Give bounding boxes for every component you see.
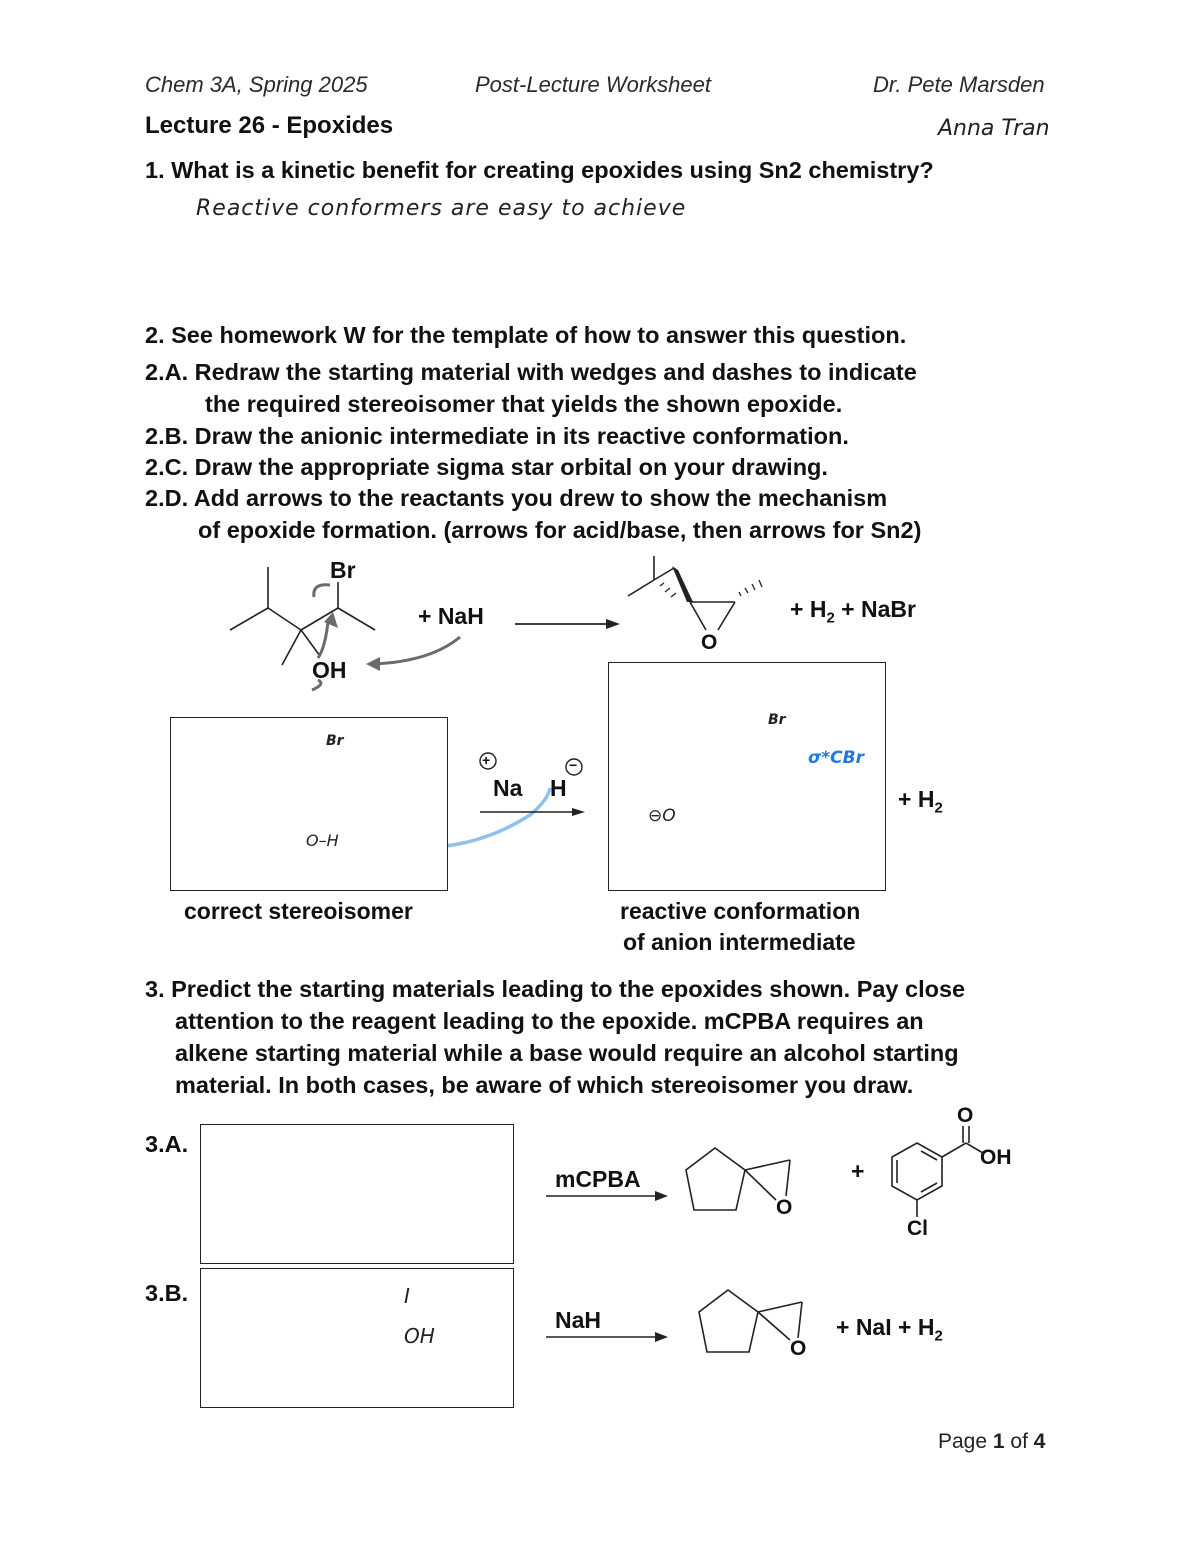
q3a-reagent: mCPBA	[555, 1166, 641, 1192]
question-2a-line2: the required stereoisomer that yields the shown epoxide.	[205, 391, 843, 417]
q3a-plus: +	[851, 1158, 865, 1184]
sigma-star-label: σ*CBr	[808, 748, 864, 768]
student-name: Anna Tran	[938, 116, 1050, 141]
question-3-line1: 3. Predict the starting materials leading to the epoxides shown. Pay close	[145, 976, 966, 1002]
epoxide-dashes	[660, 580, 762, 597]
epoxide-oxygen: O	[701, 631, 718, 654]
q3a-epoxide-o: O	[776, 1196, 793, 1219]
left-box-oh: O–H	[306, 831, 339, 850]
reactant-oh-label: OH	[312, 657, 347, 683]
reagent-nah: + NaH	[418, 603, 484, 629]
question-2d-line2: of epoxide formation. (arrows for acid/base, then arrows for Sn2)	[198, 517, 922, 543]
product-epoxide	[628, 556, 735, 630]
right-box-anion: ⊖O	[648, 806, 676, 826]
mcba-carbonyl-o: O	[957, 1104, 974, 1127]
q3a-answer-box[interactable]	[200, 1124, 514, 1264]
course-header: Chem 3A, Spring 2025	[145, 72, 368, 97]
na-plus-charge: +	[482, 752, 491, 768]
q3b-answer-i: I	[404, 1284, 410, 1308]
question-2a-line1: 2.A. Redraw the starting material with wedges and dashes to indicate	[145, 359, 917, 385]
q3b-epoxide-o: O	[790, 1337, 807, 1360]
q3b-reagent: NaH	[555, 1307, 602, 1333]
h-minus-charge: −	[569, 757, 578, 773]
q3b-byproducts: + NaI + $H_2$	[836, 1314, 943, 1345]
right-box-label-2: of anion intermediate	[623, 929, 856, 955]
question-3b-label: 3.B.	[145, 1280, 189, 1306]
question-3-line4: material. In both cases, be aware of which stereoisomer you draw.	[175, 1072, 914, 1098]
question-3-line2: attention to the reagent leading to the epoxide. mCPBA requires an	[175, 1008, 924, 1034]
q3b-answer-oh: OH	[404, 1324, 435, 1348]
reagent-h: H	[550, 775, 567, 801]
reagent-na: Na	[493, 775, 523, 801]
question-2b: 2.B. Draw the anionic intermediate in its reactive conformation.	[145, 423, 849, 449]
page-footer: Page 1 of 4	[938, 1430, 1046, 1453]
reactant-br-label: Br	[330, 557, 356, 583]
q3b-answer-box[interactable]	[200, 1268, 514, 1408]
h2-byproduct: + $H_2$	[898, 786, 943, 817]
left-box-label: correct stereoisomer	[184, 898, 413, 924]
byproducts: + $H_2$ + NaBr	[790, 596, 916, 627]
worksheet-header: Post-Lecture Worksheet	[475, 72, 711, 97]
question-2: 2. See homework W for the template of how to answer this question.	[145, 322, 907, 348]
left-box-br: Br	[326, 733, 344, 749]
right-box-br: Br	[768, 712, 786, 728]
question-1: 1. What is a kinetic benefit for creating epoxides using Sn2 chemistry?	[145, 157, 934, 183]
question-2d-line1: 2.D. Add arrows to the reactants you drew to show the mechanism	[145, 485, 888, 511]
anion-answer-box[interactable]	[608, 662, 886, 891]
question-3-line3: alkene starting material while a base would require an alcohol starting	[175, 1040, 959, 1066]
lecture-title: Lecture 26 - Epoxides	[145, 112, 394, 139]
mcba-structure	[892, 1126, 983, 1217]
right-box-label-1: reactive conformation	[620, 898, 861, 924]
answer-1: Reactive conformers are easy to achieve	[196, 196, 687, 221]
instructor-header: Dr. Pete Marsden	[873, 72, 1045, 97]
mcba-oh: OH	[980, 1146, 1012, 1169]
stereoisomer-answer-box[interactable]	[170, 717, 448, 891]
mcba-cl: Cl	[907, 1217, 928, 1240]
question-3a-label: 3.A.	[145, 1131, 189, 1157]
question-2c: 2.C. Draw the appropriate sigma star orbital on your drawing.	[145, 454, 828, 480]
